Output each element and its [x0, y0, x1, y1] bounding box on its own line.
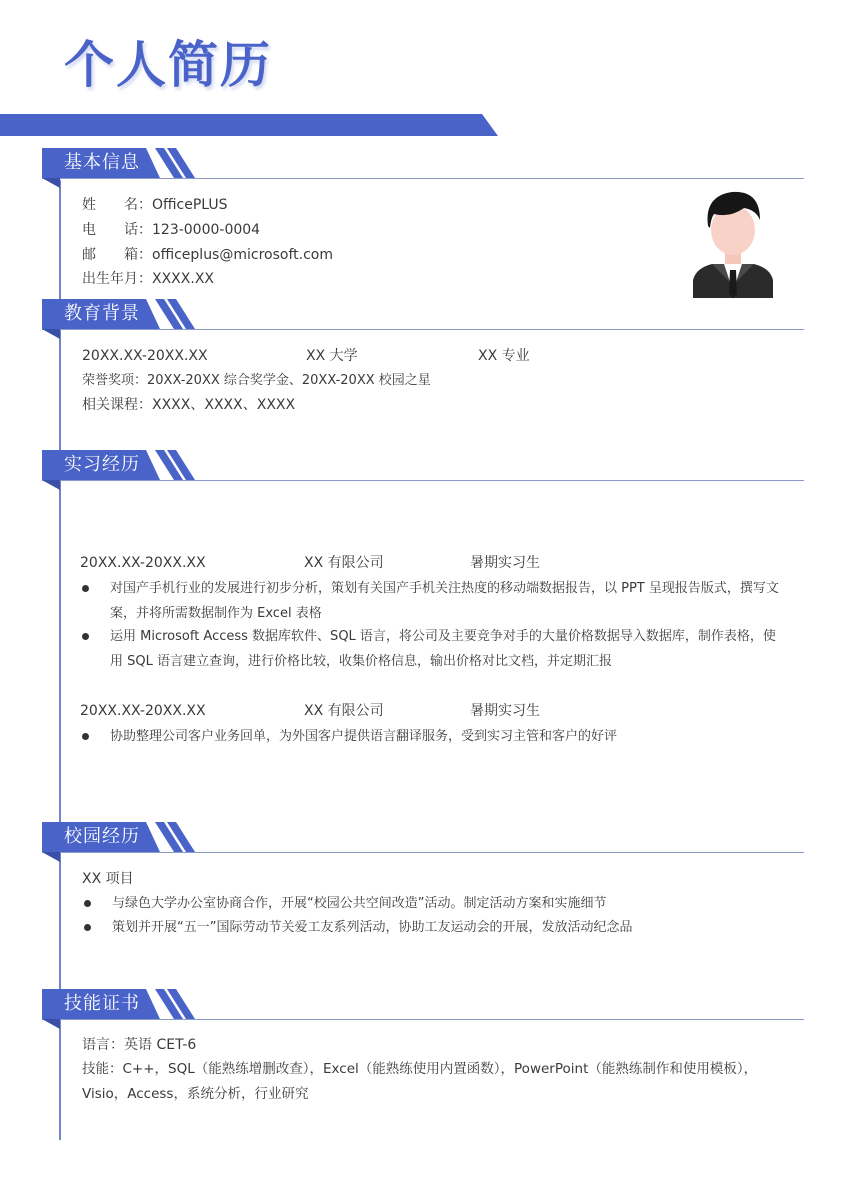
section-header-campus	[42, 822, 804, 864]
internship-2-period: 20XX.XX-20XX.XX	[80, 703, 206, 719]
section-fold	[42, 852, 60, 862]
section-rule	[42, 329, 804, 330]
internship-1-role: 暑期实习生	[470, 555, 540, 571]
internship-2-bullet-1: 协助整理公司客户业务回单，为外国客户提供语言翻译服务，受到实习主管和客户的好评	[110, 729, 618, 744]
section-header-education	[42, 299, 804, 341]
bullet-icon	[82, 585, 89, 592]
email-label: 邮 箱：	[82, 247, 152, 263]
section-rule	[42, 852, 804, 853]
campus-bullet-2: 策划并开展“五一”国际劳动节关爱工友系列活动，协助工友运动会的开展，发放活动纪念品	[112, 920, 633, 935]
education-major: XX 专业	[478, 348, 530, 364]
phone-value: 123-0000-0004	[152, 222, 261, 238]
section-title: 校园经历	[64, 826, 140, 847]
bullet-icon	[82, 733, 89, 740]
section-rule	[42, 1019, 804, 1020]
section-title: 基本信息	[64, 152, 140, 173]
education-courses: 相关课程：XXXX、XXXX、XXXX	[82, 397, 296, 413]
education-school: XX 大学	[306, 348, 358, 364]
internship-2-company: XX 有限公司	[304, 703, 384, 719]
internship-1-period: 20XX.XX-20XX.XX	[80, 555, 206, 571]
section-fold	[42, 178, 60, 188]
top-banner	[0, 114, 498, 136]
birth-label: 出生年月：	[82, 271, 152, 287]
section-rule	[42, 178, 804, 179]
skills-tech: 技能：C++，SQL（能熟练增删改查），Excel（能熟练使用内置函数），PowerPoint（能熟练制作和使用模板），Visio，Access，系统分析，行业研究	[82, 1061, 758, 1102]
section-fold	[42, 329, 60, 339]
bullet-icon	[84, 924, 91, 931]
section-fold	[42, 1019, 60, 1029]
section-title: 技能证书	[64, 993, 140, 1014]
campus-bullet-1: 与绿色大学办公室协商合作，开展“校园公共空间改造”活动。制定活动方案和实施细节	[112, 896, 607, 911]
section-rule	[42, 480, 804, 481]
businessman-avatar-icon	[690, 188, 776, 298]
internship-1-bullet-1: 对国产手机行业的发展进行初步分析，策划有关国产手机关注热度的移动端数据报告，以 PPT 呈现报告版式，撰写文案，并将所需数据制作为 Excel 表格	[110, 581, 779, 621]
birth-value: XXXX.XX	[152, 271, 214, 287]
phone-row	[82, 220, 260, 240]
section-header-basic	[42, 148, 804, 190]
email-row	[82, 245, 333, 265]
name-value: OfficePLUS	[152, 197, 228, 213]
education-honors: 荣誉奖项：20XX-20XX 综合奖学金、20XX-20XX 校园之星	[82, 373, 431, 388]
birth-row	[82, 269, 214, 289]
internship-1-bullet-2: 运用 Microsoft Access 数据库软件、SQL 语言，将公司及主要竞争对手的大量价格数据导入数据库，制作表格，使用 SQL 语言建立查询，进行价格比较，收集价格信息，输出价格对比文档，并定期汇报	[110, 629, 776, 669]
email-value: officeplus@microsoft.com	[152, 247, 333, 263]
education-period: 20XX.XX-20XX.XX	[82, 348, 208, 364]
section-header-internship	[42, 450, 804, 492]
page-title: 个人简历	[64, 36, 272, 94]
internship-2-role: 暑期实习生	[470, 703, 540, 719]
skills-language: 语言：英语 CET-6	[82, 1037, 197, 1053]
bullet-icon	[82, 633, 89, 640]
bullet-icon	[84, 900, 91, 907]
name-row	[82, 195, 228, 215]
section-title: 教育背景	[64, 303, 140, 324]
internship-1-company: XX 有限公司	[304, 555, 384, 571]
section-header-skills	[42, 989, 804, 1031]
section-fold	[42, 480, 60, 490]
section-title: 实习经历	[64, 454, 140, 475]
campus-project: XX 项目	[82, 871, 134, 887]
name-label: 姓 名：	[82, 197, 152, 213]
phone-label: 电 话：	[82, 222, 152, 238]
